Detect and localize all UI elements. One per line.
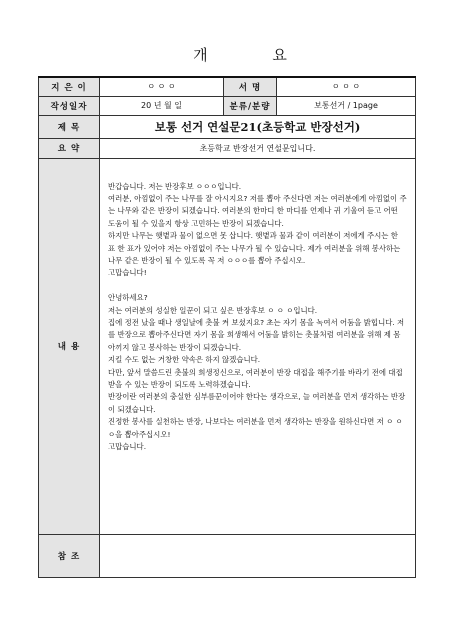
subject-value: 보통 선거 연설문21(초등학교 반장선거): [100, 115, 416, 138]
content-paragraph: 고맙습니다!: [108, 268, 147, 278]
subject-label: 제 목: [39, 115, 100, 138]
summary-label: 요 약: [39, 138, 100, 158]
author-value: ㅇ ㅇ ㅇ: [100, 77, 224, 96]
content-paragraph: 집에 정전 났을 때나 생일날에 촛불 켜 보셨지요? 초는 자기 몸을 녹여서 어둠을 밝힙니다. 저를 반장으로 뽑아주신다면 자기 몸을 희생해서 어둠을 밝히는 촛불처럼 여러분을 위해 제 몸 아끼지 않고 봉사하는 반장이 되겠습니다.: [108, 317, 405, 352]
reference-value: [100, 534, 416, 577]
content-label: 내 용: [39, 158, 100, 534]
date-label: 작성일자: [39, 96, 100, 115]
content-text: [108, 181, 407, 454]
content-paragraph: 다만, 앞서 말씀드린 촛불의 희생정신으로, 여러분이 반장 대접을 해주기를 바라기 전에 대접받을 수 있는 반장이 되도록 노력하겠습니다.: [108, 367, 403, 389]
content-paragraph: 지킬 수도 없는 거창한 약속은 하지 않겠습니다.: [108, 355, 261, 365]
content-paragraph: 고맙습니다.: [108, 442, 147, 452]
summary-value: 초등학교 반장선거 연설문입니다.: [100, 138, 416, 158]
content-paragraph: 진정한 봉사를 실천하는 반장, 나보다는 여러분을 먼저 생각하는 반장을 원하신다면 저 ㅇ ㅇ ㅇ을 뽑아주십시오!: [108, 417, 403, 439]
category-label: 분류/분량: [224, 96, 277, 115]
document-title: 개 요: [193, 46, 317, 64]
signature-label: 서 명: [224, 77, 277, 96]
content-paragraph: 하지만 나무는 햇볕과 물이 없으면 못 삽니다. 햇볕과 물과 같이 여러분이 저에게 주시는 한 표 한 표가 있어야 저는 아낌없이 주는 나무가 될 수 있습니다. 제가 여러분을 위해 봉사하는 나무 같은 반장이 될 수 있도록 꼭 저 ㅇㅇㅇ를 뽑아 주십시오.: [108, 231, 401, 265]
content-paragraph: 반장이란 여러분의 충실한 심부름꾼이어야 한다는 생각으로, 늘 여러분을 먼저 생각하는 반장이 되겠습니다.: [108, 392, 406, 414]
category-value: 보통선거 / 1page: [277, 96, 416, 115]
summary-table: [38, 76, 416, 578]
content-body: [100, 158, 416, 534]
signature-value: ㅇ ㅇ ㅇ: [277, 77, 416, 96]
content-paragraph: 여러분, 아낌없이 주는 나무를 잘 아시지요? 저를 뽑아 주신다면 저는 여러분에게 아낌없이 주는 나무와 같은 반장이 되겠습니다. 여러분의 한마디 한 마디를 언제나 귀 기울여 듣고 어떤 도움이 될 수 있을지 항상 고민하는 반장이 되겠습니다.: [108, 193, 407, 228]
content-paragraph: 반갑습니다. 저는 반장후보 ㅇㅇㅇ입니다.: [108, 181, 242, 191]
date-value: 20 년 월 일: [100, 96, 224, 115]
author-label: 지 은 이: [39, 77, 100, 96]
reference-label: 참 조: [39, 534, 100, 577]
content-paragraph: [108, 280, 407, 292]
content-paragraph: 저는 여러분의 성실한 일꾼이 되고 싶은 반장후보 ㅇ ㅇ ㅇ입니다.: [108, 305, 318, 315]
content-paragraph: 안녕하세요?: [108, 293, 148, 303]
